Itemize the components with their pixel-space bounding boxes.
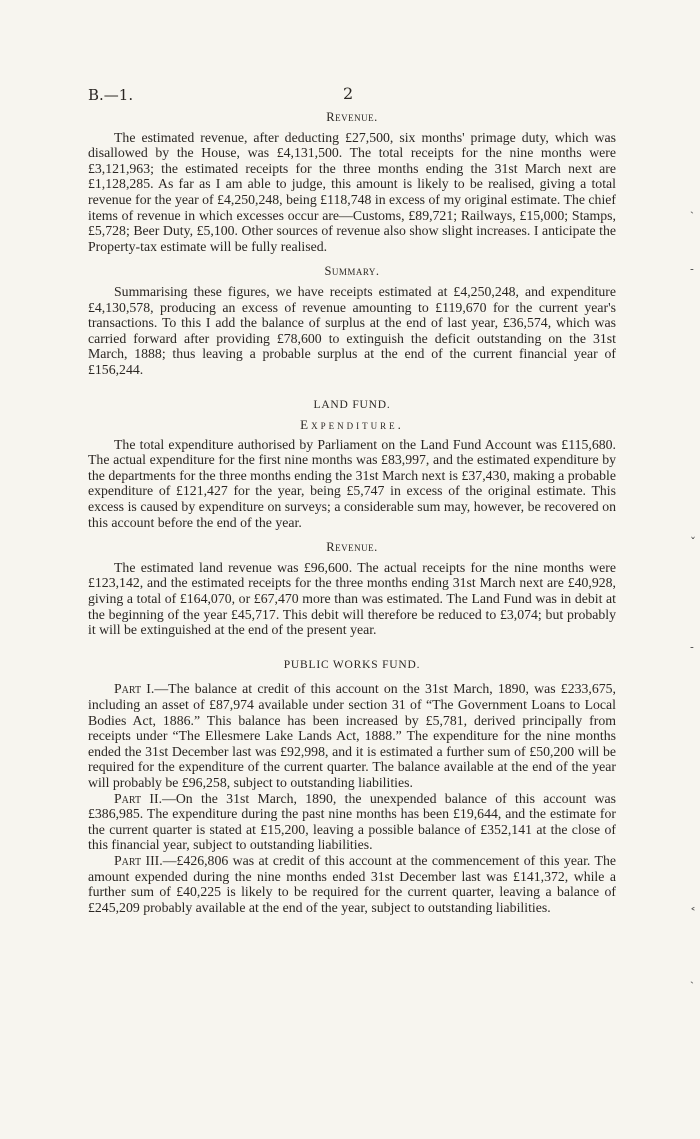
land-fund-revenue-heading: Revenue.	[326, 540, 378, 555]
page-number: 2	[343, 84, 354, 103]
revenue-paragraph: The estimated revenue, after deducting £27,500, six months' primage duty, which was disallowed by the House, was £4,131,500. The total receipts for the nine months were £3,121,963; the estimated receipts for the three months ending the 31st March next are £1,128,285. As far as I am able to judge, this amount is likely to be realised, giving a total revenue for the year of £4,250,248, being £118,748 in excess of my original estimate. The chief items of revenue in which excesses occur are—Customs, £89,721; Railways, £15,000; Stamps, £5,728; Beer Duty, £5,100. Other sources of revenue also show slight increases. I anticipate the Property-tax estimate will be fully realised.	[88, 129, 616, 254]
margin-mark: ˂	[690, 906, 696, 920]
margin-mark: ˗	[690, 262, 694, 276]
margin-mark: ˗	[690, 640, 694, 654]
part-two-paragraph	[88, 791, 616, 853]
part-one-paragraph	[88, 681, 616, 790]
land-fund-title: LAND FUND.	[313, 398, 391, 411]
part-one-label: Part I.	[114, 681, 155, 697]
part-two-text: —On the 31st March, 1890, the unexpended balance of this account was £386,985. The expenditure during the past nine months has been £19,644, and the estimate for the current quarter is stated at £15,200, leaving a possible balance of £352,141 at the close of this financial year, subject to outstanding liabilities.	[88, 790, 616, 853]
part-three-text: —£426,806 was at credit of this account at the commencement of this year. The amount expended during the nine months ended 31st December last was £141,372, while a further sum of £40,225 is likely to be required for the current quarter, leaving a balance of £245,209 probably available at the end of the year, subject to outstanding liabilities.	[88, 852, 616, 915]
public-works-title: PUBLIC WORKS FUND.	[283, 658, 421, 671]
part-three-label: Part III.	[114, 852, 163, 868]
part-two-label: Part II.	[114, 790, 163, 806]
land-fund-expenditure-paragraph: The total expenditure authorised by Parliament on the Land Fund Account was £115,680. The actual expenditure for the first nine months was £83,997, and the estimated expenditure by the departments for the three months ending the 31st March next is £37,430, making a probable expenditure of £121,427 for the year, being £5,747 in excess of the original estimate. This excess is caused by expenditure on surveys; a considerable sum may, however, be recovered on this account before the end of the year.	[88, 436, 616, 530]
part-three-paragraph	[88, 853, 616, 915]
summary-heading: Summary.	[324, 264, 380, 279]
margin-mark: ˏ	[690, 200, 694, 214]
land-fund-expenditure-heading: Expenditure.	[300, 417, 404, 433]
margin-mark: ˏ	[690, 970, 694, 984]
summary-paragraph: Summarising these figures, we have receipts estimated at £4,250,248, and expenditure £4,130,578, producing an excess of revenue amounting to £119,670 for the current year's transactions. To this I add the balance of surplus at the end of last year, £36,574, which was carried forward after providing £78,600 to extinguish the deficit outstanding on the 31st March, 1888; thus leaving a probable surplus at the end of the current financial year of £156,244.	[88, 283, 616, 377]
document-body	[88, 110, 616, 915]
part-one-text: —The balance at credit of this account on the 31st March, 1890, was £233,675, including an asset of £87,974 available under section 31 of “The Government Loans to Local Bodies Act, 1886.” This balance has been increased by £5,781, derived principally from receipts under “The Ellesmere Lake Lands Act, 1888.” The expenditure for the nine months ended the 31st December last was £92,998, and it is estimated a further sum of £50,200 will be required for the expenditure of the current quarter. The balance available at the end of the year will probably be £96,258, subject to outstanding liabilities.	[88, 681, 616, 790]
land-fund-revenue-paragraph: The estimated land revenue was £96,600. The actual receipts for the nine months were £123,142, and the estimated receipts for the three months ending 31st March next are £40,928, giving a total of £164,070, or £67,470 more than was estimated. The Land Fund was in debit at the beginning of the year £45,717. This debit will therefore be reduced to £3,074; but probably it will be extinguished at the end of the present year.	[88, 559, 616, 638]
margin-mark: ˯	[690, 525, 696, 539]
document-reference: B.—1.	[88, 86, 134, 104]
revenue-heading: Revenue.	[326, 110, 378, 124]
